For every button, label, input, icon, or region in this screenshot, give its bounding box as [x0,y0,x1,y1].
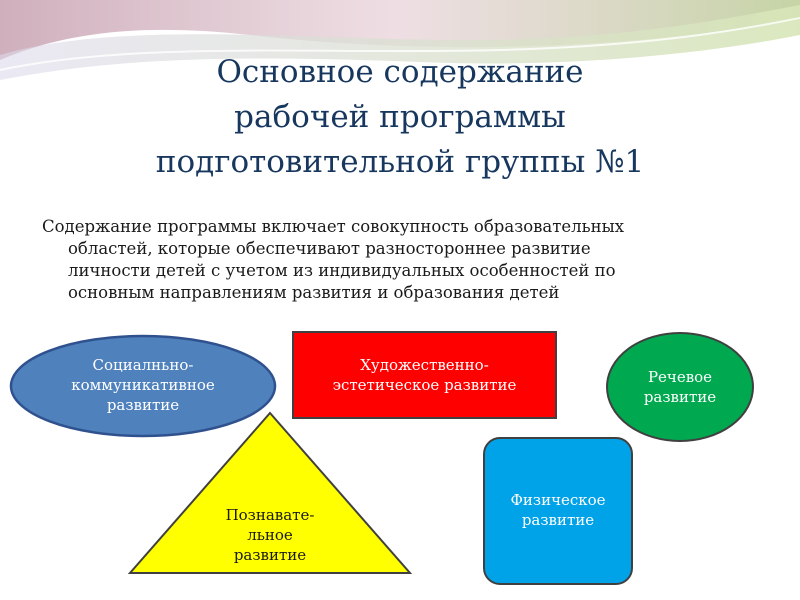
social-development-label [30,340,256,430]
title-line: рабочей программы [234,99,566,135]
label-line: Художественно- [360,356,489,374]
cognitive-development-label [195,500,345,570]
label-line: развитие [643,388,717,406]
label-line: Физическое [510,491,606,509]
body-line: основным направлениям развития и образования детей [68,283,560,302]
physical-development-label [486,470,630,550]
artistic-development-label [295,334,554,416]
label-line: эстетическое развитие [332,376,517,394]
slide-body-text [42,216,762,304]
label-line: Познавате- [225,506,315,524]
slide-title [90,50,710,185]
label-line: развитие [106,396,180,414]
label-line: Социалньно- [92,356,194,374]
speech-development-label [615,345,745,429]
title-line: подготовительной группы №1 [155,144,645,180]
label-line: Речевое [647,368,713,386]
label-line: развитие [233,546,307,564]
label-line: льное [247,526,293,544]
body-line: Содержание программы включает совокупность образовательных [42,217,625,236]
title-line: Основное содержание [216,54,584,90]
label-line: коммуникативное [71,376,215,394]
body-line: областей, которые обеспечивают разностороннее развитие [68,239,591,258]
body-line: личности детей с учетом из индивидуальных особенностей по [68,261,616,280]
label-line: развитие [521,511,595,529]
